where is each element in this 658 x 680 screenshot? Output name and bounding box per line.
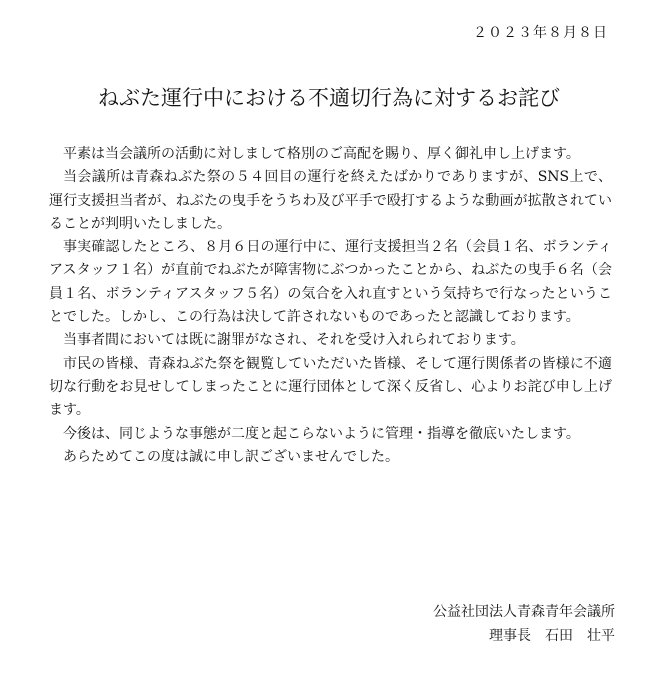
document-title: ねぶた運行中における不適切行為に対するお詫び [98,86,560,110]
paragraph-incident: 当会議所は青森ねぶた祭の５４回目の運行を終えたばかりでありますが、SNS上で、運行支援担当者が、ねぶたの曳手をうちわ及び平手で殴打するような動画が拡散されていることが判明いたしました。 [49,169,612,232]
paragraph-prevention: 今後は、同じような事態が二度と起こらないように管理・指導を徹底いたします。 [63,425,580,442]
document-date: ２０２３年８月８日 [473,25,608,41]
paragraph-closing: あらためてこの度は誠に申し訳ございませんでした。 [63,448,399,465]
document-body [49,143,612,469]
signature-organization: 公益社団法人青森青年会議所 [433,604,615,620]
paragraph-fact-check: 事実確認したところ、８月６日の運行中に、運行支援担当２名（会員１名、ボランティアスタッフ１名）が直前でねぶたが障害物にぶつかったことから、ねぶたの曳手６名（会員１名、ボランティアスタッフ５名）の気合を入れ直すという気持ちで行なったということでした。しかし、この行為は決して許されないものであったと認識しております。 [49,239,612,326]
signature-person: 理事長 石田 壮平 [489,628,615,644]
paragraph-apology-accepted: 当事者間においては既に謝罪がなされ、それを受け入れられております。 [63,332,525,349]
paragraph-apology: 市民の皆様、青森ねぶた祭を観覧していただいた皆様、そして運行関係者の皆様に不適切な行動をお見せしてしまったことに運行団体として深く反省し、心よりお詫び申し上げます。 [49,355,612,419]
paragraph-greeting: 平素は当会議所の活動に対しまして格別のご高配を賜り、厚く御礼申し上げます。 [63,146,580,162]
signature-block [433,600,615,648]
